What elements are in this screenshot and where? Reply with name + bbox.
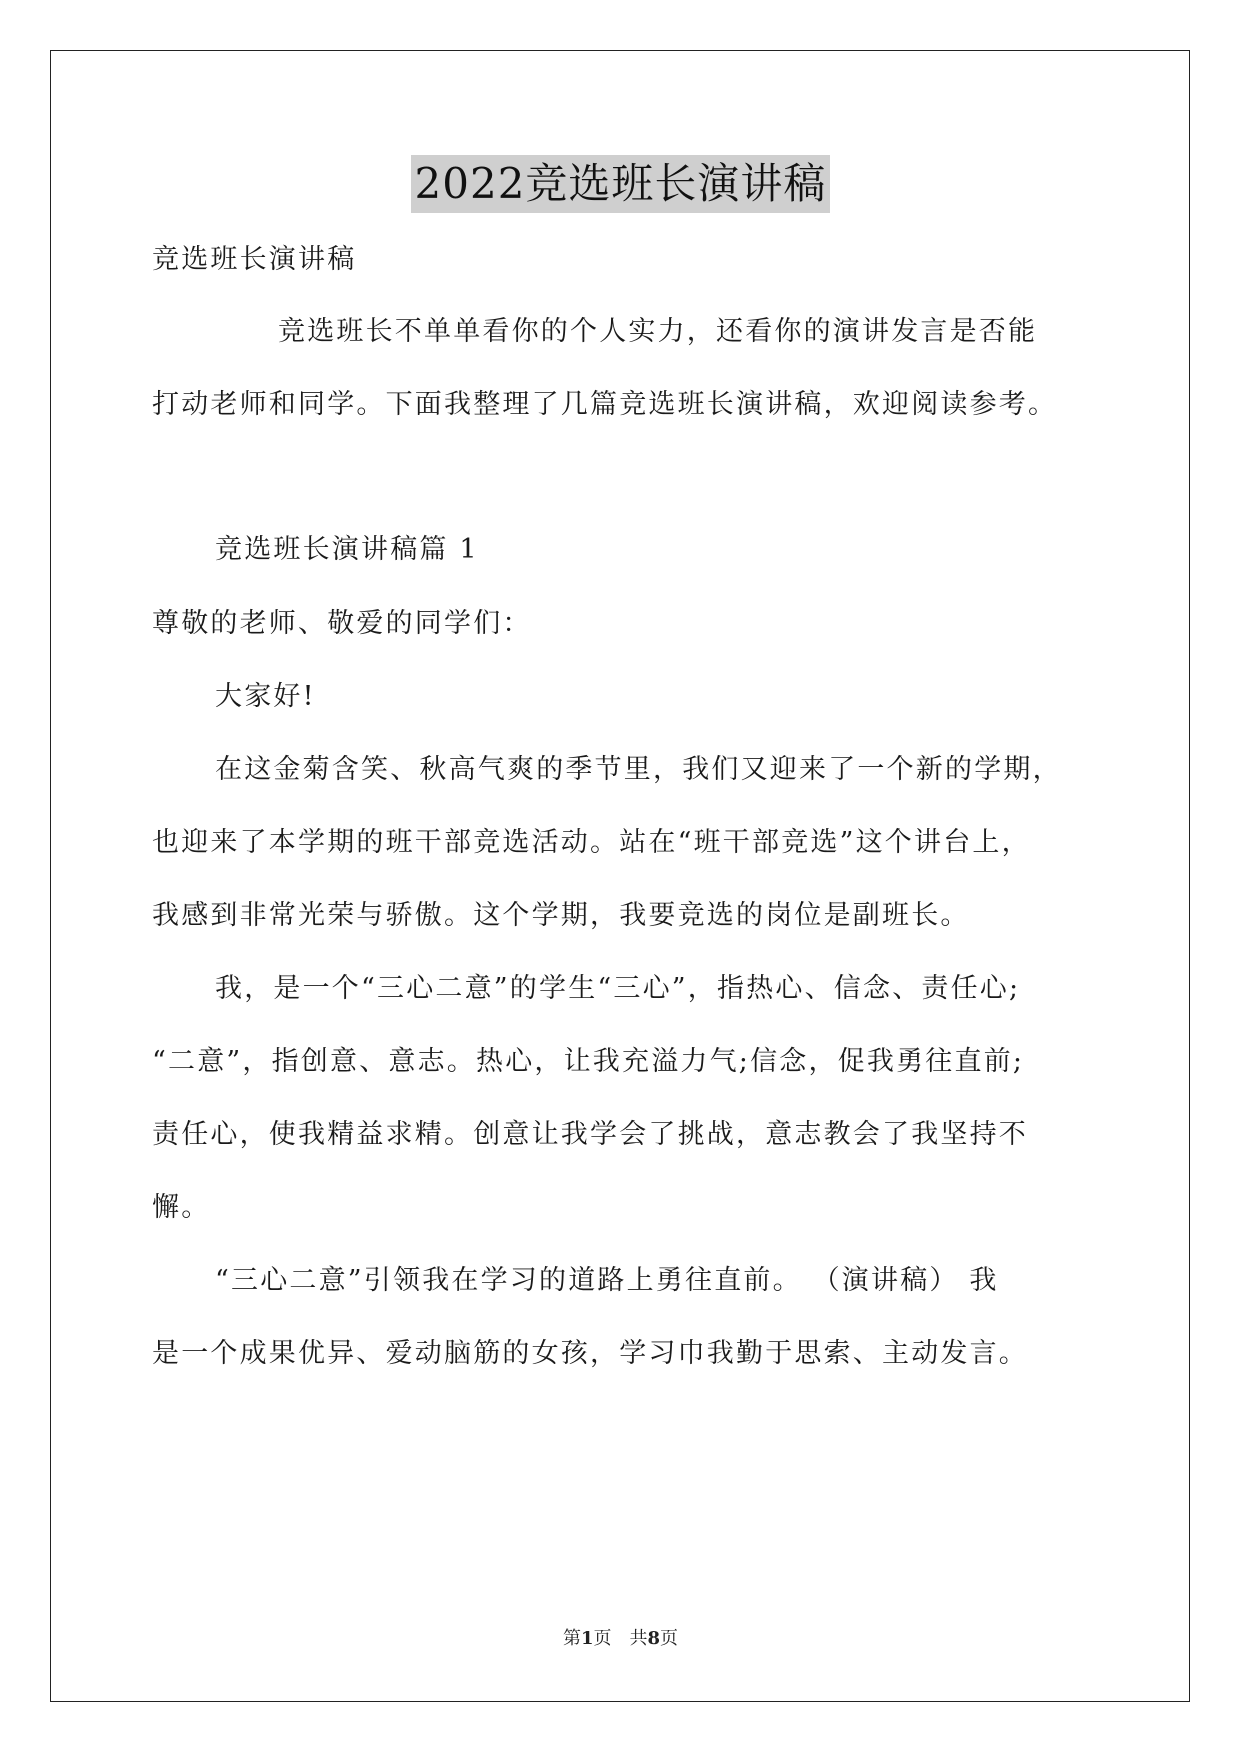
footer-page-total: 8 <box>647 1628 661 1649</box>
body-line-1: 在这金菊含笑、秋高气爽的季节里，我们又迎来了一个新的学期， <box>215 754 1062 785</box>
body-line-5: “二意”，指创意、意志。热心，让我充溢力气;信念，促我勇往直前; <box>152 1046 1025 1077</box>
footer-page-suffix: 页 <box>660 1628 679 1649</box>
title-wrap <box>0 155 1241 213</box>
intro-line-1: 竞选班长不单单看你的个人实力，还看你的演讲发言是否能 <box>278 316 1038 347</box>
greeting: 尊敬的老师、敬爱的同学们： <box>152 608 532 639</box>
body-line-2: 也迎来了本学期的班干部竞选活动。站在“班干部竞选”这个讲台上， <box>152 827 1031 858</box>
page-footer <box>0 1624 1241 1650</box>
document-subtitle: 竞选班长演讲稿 <box>152 244 357 275</box>
section-heading: 竞选班长演讲稿篇 1 <box>215 534 479 565</box>
body-line-3: 我感到非常光荣与骄傲。这个学期，我要竞选的岗位是副班长。 <box>152 900 970 931</box>
body-line-4: 我，是一个“三心二意”的学生“三心”，指热心、信念、责任心; <box>215 973 1021 1004</box>
page-border <box>50 50 1190 1702</box>
footer-page-prefix: 第 <box>562 1628 581 1649</box>
body-line-6: 责任心，使我精益求精。创意让我学会了挑战，意志教会了我坚持不 <box>152 1119 1028 1150</box>
body-line-8: “三心二意”引领我在学习的道路上勇往直前。 （演讲稿） 我 <box>215 1265 999 1296</box>
hello: 大家好! <box>215 681 316 712</box>
footer-page-mid: 页 共 <box>593 1628 648 1649</box>
body-line-9: 是一个成果优异、爱动脑筋的女孩，学习巾我勤于思索、主动发言。 <box>152 1338 1028 1369</box>
intro-line-2: 打动老师和同学。下面我整理了几篇竞选班长演讲稿，欢迎阅读参考。 <box>152 389 1058 420</box>
footer-page-current: 1 <box>580 1628 594 1649</box>
body-line-7: 懈。 <box>152 1192 211 1223</box>
document-title: 2022竞选班长演讲稿 <box>411 155 831 213</box>
